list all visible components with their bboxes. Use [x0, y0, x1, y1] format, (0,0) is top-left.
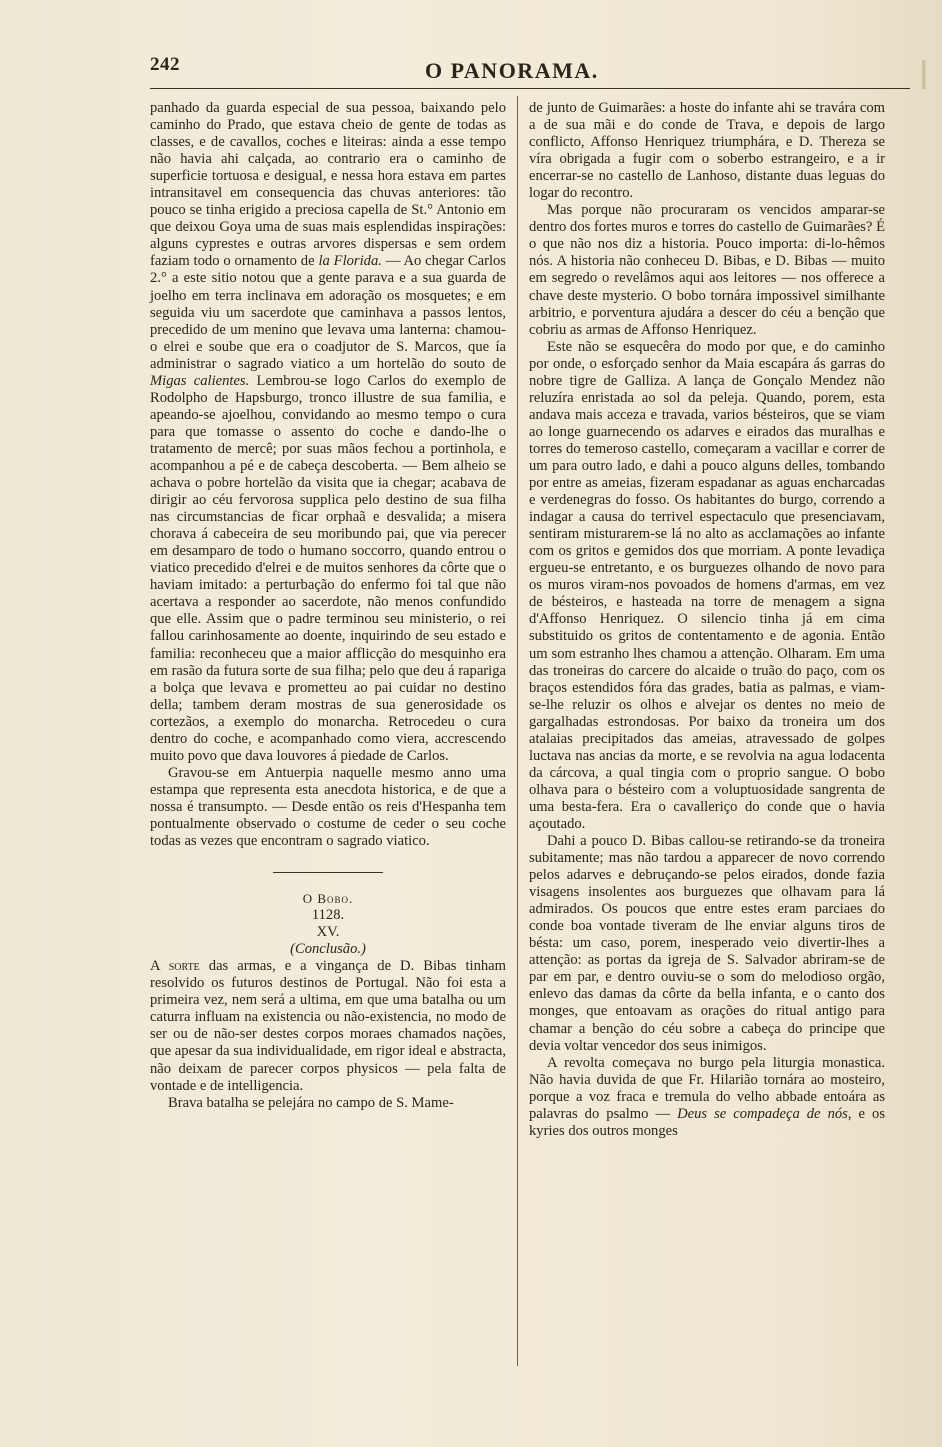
page-header	[150, 48, 910, 86]
section-title: O Bobo.	[302, 891, 354, 907]
section-chapter: XV.	[316, 924, 340, 941]
journal-title: O PANORAMA.	[425, 58, 599, 83]
paragraph: Brava batalha se pelejára no campo de S. Mame-	[168, 1094, 454, 1111]
page-edge-mark: ❘	[912, 58, 936, 89]
section-subtitle: (Conclusão.)	[290, 941, 366, 958]
paragraph: Dahi a pouco D. Bibas callou-se retirando-se da troneira subitamente; mas não tardou a apparecer de novo correndo pelos adarves e debruçando-se pelos eirados, donde fazia visagens insolentes aos burguezes que olhavam para lá admirados. Os poucos que entre estes eram parciaes do conde boa vontade tiveram de lhe enviar alguns tiros de bésta: um caso, porem, inesperado veio divertir-lhes a attenção: as portas da igreja de S. Salvador abriram-se de par em par, e dentro ouviu-se o som do melodioso orgão, enlevo das damas da côrte da bella infanta, e o canto dos monges, que entoavam as orações do ritual antigo para chamar a benção do céu sobre a cabeça do principe que devia voltar vencedor dos seus inimigos.	[529, 833, 885, 1054]
section-separator	[273, 872, 383, 873]
paragraph: de junto de Guimarães: a hoste do infante ahi se travára com a de sua mãi e do conde de Trava, e depois de largo conflicto, Affonso Henriquez triumphára, e D. Thereza se víra obrigada a fugir com o soberbo estrangeiro, e a ir encerrar-se no castello de Lanhoso, distante duas leguas do logar do recontro.	[529, 100, 885, 202]
paragraph: A sorte das armas, e a vingança de D. Bibas tinham resolvido os futuros destinos de Portugal. Não foi esta a primeira vez, nem será a ultima, em que uma batalha ou um caturra influam na existencia ou não-existencia, no modo de ser ou de não-ser destes corpos moraes chamados nações, que apesar da sua individualidade, em rigor ideal e abstracta, não deixam de parecer corpos physicos — pela falta de vontade e de intelligencia.	[150, 958, 506, 1094]
right-column	[529, 100, 885, 1140]
page-number: 242	[150, 54, 180, 75]
paragraph: Gravou-se em Antuerpia naquelle mesmo anno uma estampa que representa esta anecdota historica, e de que a nossa é transumpto. — Desde então os reis d'Hespanha tem pontualmente observado o costume de ceder o seu coche todas as vezes que encontram o sagrado viatico.	[150, 764, 506, 850]
section-year: 1128.	[311, 907, 345, 924]
lead-in: A sorte	[150, 958, 200, 975]
paragraph: Mas porque não procuraram os vencidos amparar-se dentro dos fortes muros e torres do castello de Guimarães? É o que não nos diz a historia. Pouco importa: di-lo-hêmos nós. A historia não conheceu D. Bibas, e D. Bibas — muito em segredo o revelâmos aqui aos leitores — nos offerece a chave deste mysterio. O bobo tornára impossivel similhante arbitrio, e porventura ajudára a descer do céu a benção que cobriu as armas de Affonso Henriquez.	[529, 202, 885, 338]
paragraph: Este não se esquecêra do modo por que, e do caminho por onde, o esforçado senhor da Maia escapára ás garras do nobre tigre de Galliza. A lança de Gonçalo Mendez não reluzíra enristada ao sol da peleja. Quando, porem, esta andava mais acceza e travada, varios bésteiros, que se viam ao longe guarnecendo os adarves e eirados das muralhas e torres do temeroso castello, começaram a vacillar e correr de um para outro lado, e dahi a pouco alguns delles, tombando por entre as ameias, fizeram espadanar as aguas encharcadas e verdenegras do fosso. Os habitantes do burgo, correndo a indagar a causa do terrivel espectaculo que presenciavam, sentiram misturarem-se lá no alto as acclamações ao infante com os gritos e gemidos dos que morriam. A ponte levadiça ergueu-se entretanto, e os burguezes olhando de novo para os muros viram-nos povoados de homens d'armas, em vez de bésteiros, e hasteada na torre de menagem a signa d'Affonso Henriquez. O silencio tinha já em cima substituido os gritos de contentamento e de agonia. Então um som estranho lhes chamou a attenção. Olharam. Em uma das troneiras do carcere do alcaide o truão do paço, com os braços estendidos fóra das grades, batia as palmas, e viam-se-lhe reluzir os olhos e alvejar os dentes no meio de gargalhadas estrondosas. Por baixo da troneira um dos atalaias precipitados das ameias, atravessado de golpes luctava nas ancias da morte, e se revolvia na agua lodacenta da cárcova, a qual tingia com o proprio sangue. O bobo olhava para o bésteiro com a voluptuosidade sangrenta de uma besta-fera. Era o cavalleriço do conde que o havia açoutado.	[529, 338, 885, 832]
header-rule	[150, 88, 910, 89]
paragraph: panhado da guarda especial de sua pessoa, baixando pelo caminho do Prado, que estava cheio de gente de todas as classes, e de cavallos, coches e liteiras: ainda a esse tempo não havia ahi calçada, ao contrario era o caminho de superficie tortuosa e desigual, e nessa hora estava em partes intransitavel em consequencia das chuvas anteriores: tão pouco se tinha erigido a preciosa capella de St.° Antonio em que deixou Goya uma de suas mais esplendidas inspirações: alguns cyprestes e outras arvores dispersas e sem ordem faziam todo o ornamento de la Florida. — Ao chegar Carlos 2.° a este sitio notou que a gente parava e a sua guarda de joelho em terra inclinava em adoração os mosquetes; e em seguida viu um sacerdote que caminhava a passos lentos, precedido de um menino que levava uma lanterna: chamou-o elrei e soube que era o coadjutor de S. Marcos, que ía administrar o sagrado viatico a um hortelão do souto de Migas calientes. Lembrou-se logo Carlos do exemplo de Rodolpho de Hapsburgo, tronco illustre de sua familia, e apeando-se ajoelhou, convidando ao mesmo tempo o cura para que tomasse o assento do coche e dando-lhe o tratamento de mercê; por suas mãos fechou a portinhola, e acompanhou a pé e de cabeça descoberta. — Bem alheio se achava o pobre hortelão da visita que ia chegar; acabava de dirigir ao céu fervorosa supplica pelo destino de sua filha nas circumstancias de ficar orphaã e desvalida; a misera chorava á cabeceira de seu moribundo pai, que via perecer em desamparo de todo o humano soccorro, quando entrou o viatico precedido d'elrei e de muitos senhores da côrte que o haviam imitado: a perturbação do enfermo foi tal que não acertava a responder ao sacerdote, não menos confundido que elle. Assim que o padre terminou seu ministerio, o rei fallou carinhosamente ao doente, inquirindo de seu estado e familia: reconheceu que a maior afflicção do mesquinho era em rasão da futura sorte de sua filha; pelo que deu á rapariga a bolça que levava e prometteu ao pai cuidar no destino della; tambem deram mostras de sua generosidade os cortezãos, a exemplo do monarcha. Retrocedeu o cura dentro do coche, e acompanhado como viera, accrescendo muito povo que dava louvores á piedade de Carlos.	[150, 100, 506, 764]
emphasis: Deus se compadeça de nós	[677, 1105, 848, 1122]
left-column	[150, 100, 506, 1112]
emphasis: Migas calientes.	[150, 372, 250, 389]
emphasis: la Florida.	[318, 253, 382, 270]
column-divider	[517, 96, 518, 1366]
paragraph: A revolta começava no burgo pela liturgia monastica. Não havia duvida de que Fr. Hilarião tornára ao mosteiro, porque a voz fraca e tremula do velho abbade entoára as palavras do psalmo — Deus se compadeça de nós, e os kyries dos outros monges	[529, 1054, 885, 1139]
